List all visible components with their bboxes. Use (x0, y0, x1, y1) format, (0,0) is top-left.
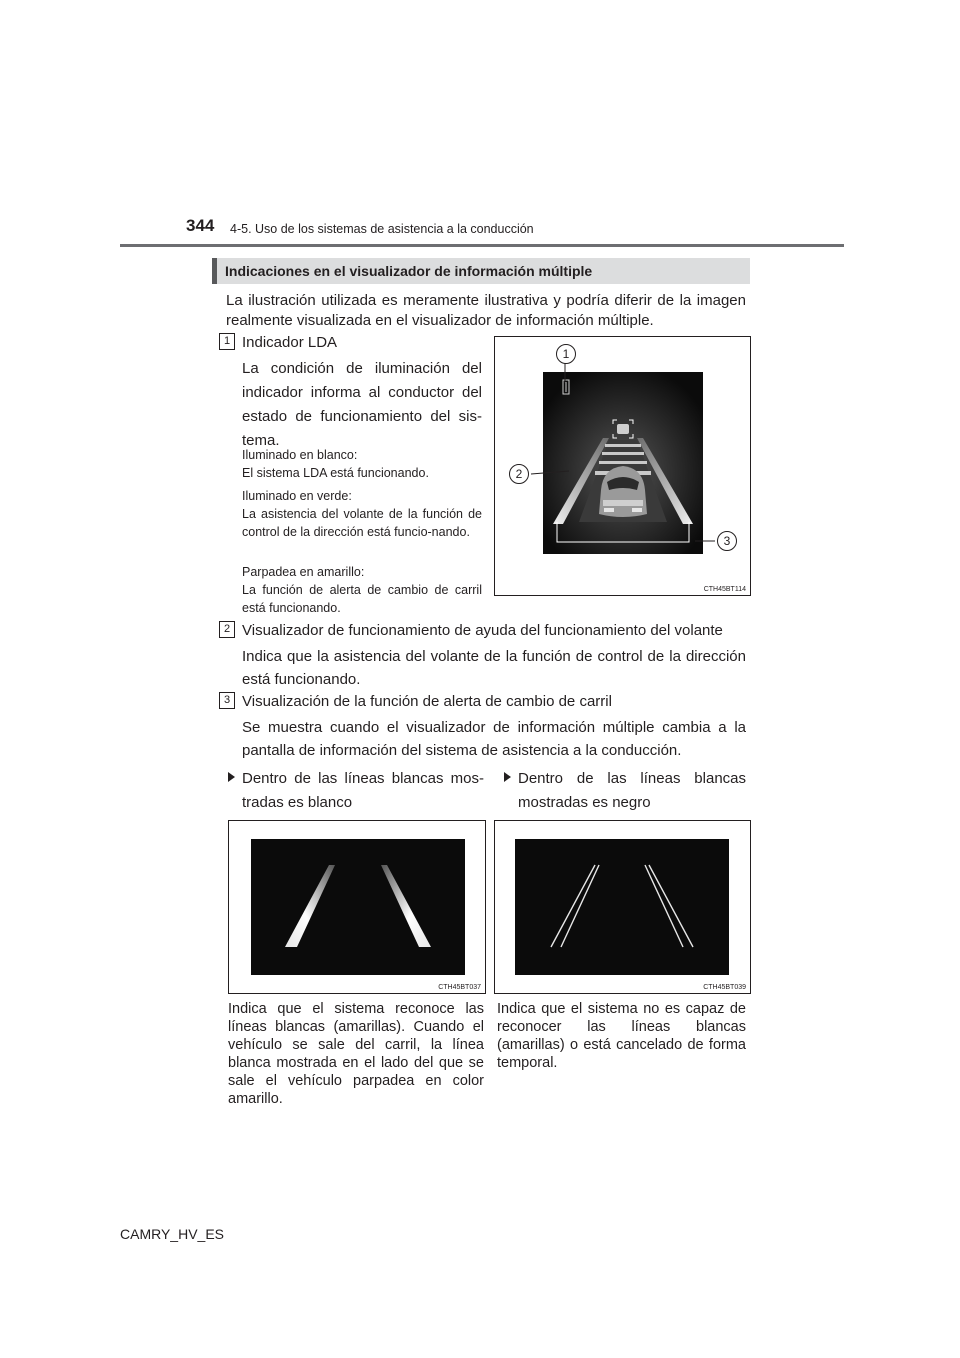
bullet-triangle-icon (228, 772, 235, 782)
banner-accent-bar (212, 258, 217, 284)
main-illustration (494, 336, 751, 596)
state-text: La función de alerta de cambio de carril está funcionando. (242, 583, 482, 615)
display-screen (251, 839, 465, 975)
comparison-1-description: Indica que el sistema reconoce las líneas blancas (amarillas). Cuando el vehículo se sale del carril, la línea blanca mostrada en el lado del que se sale el vehículo parpadea en color amarillo. (228, 1001, 484, 1107)
item-marker-2: 2 (219, 621, 235, 638)
item-1-state-2 (242, 487, 482, 541)
header-rule (120, 244, 844, 247)
section-title: 4-5. Uso de los sistemas de asistencia a la conducción (230, 222, 534, 236)
state-label: Iluminado en verde: (242, 489, 352, 503)
comparison-2-illustration (494, 820, 751, 994)
item-1-title: Indicador LDA (242, 334, 338, 351)
white-lane-lines-graphic (251, 839, 465, 975)
comparison-1-illustration (228, 820, 486, 994)
item-2-title: Visualizador de funcionamiento de ayuda del funcionamiento del volante (242, 622, 723, 639)
item-1-state-1 (242, 446, 482, 482)
callout-2: 2 (509, 464, 529, 484)
item-marker-1: 1 (219, 333, 235, 350)
display-screen (515, 839, 729, 975)
figure-code: CTH45BT037 (438, 984, 481, 991)
item-2-description: Indica que la asistencia del volante de la función de control de la dirección está funcionando. (242, 648, 746, 688)
figure-code: CTH45BT114 (703, 586, 746, 593)
intro-paragraph: La ilustración utilizada es meramente ilustrativa y podría diferir de la imagen realmente visualizada en el visualizador de información múltiple. (226, 292, 746, 329)
outlined-lane-lines-graphic (515, 839, 729, 975)
callout-1: 1 (556, 344, 576, 364)
item-1-state-3 (242, 563, 482, 617)
callout-3: 3 (717, 531, 737, 551)
page-number: 344 (186, 216, 215, 235)
figure-code: CTH45BT039 (703, 984, 746, 991)
state-label: Parpadea en amarillo: (242, 565, 365, 579)
banner-title: Indicaciones en el visualizador de información múltiple (225, 263, 593, 279)
state-text: El sistema LDA está funcionando. (242, 466, 429, 480)
item-3-description: Se muestra cuando el visualizador de información múltiple cambia a la pantalla de información del sistema de asistencia a la conducción. (242, 719, 746, 759)
item-marker-3: 3 (219, 692, 235, 709)
comparison-2-heading: Dentro de las líneas blancas mostradas es negro (518, 770, 746, 811)
callout-leader-lines (495, 337, 750, 595)
comparison-1-heading: Dentro de las líneas blancas mos-tradas es blanco (242, 770, 484, 811)
model-code: CAMRY_HV_ES (120, 1226, 225, 1242)
item-1-description: La condición de iluminación del indicador informa al conductor del estado de funcionamiento del sis-tema. (242, 360, 482, 449)
state-text: La asistencia del volante de la función de control de la dirección está funcio-nando. (242, 507, 482, 539)
item-3-title: Visualización de la función de alerta de cambio de carril (242, 693, 612, 710)
state-label: Iluminado en blanco: (242, 448, 358, 462)
bullet-triangle-icon (504, 772, 511, 782)
section-banner (212, 258, 750, 284)
comparison-2-description: Indica que el sistema no es capaz de reconocer las líneas blancas (amarillas) o está cancelado de forma temporal. (497, 1001, 746, 1071)
